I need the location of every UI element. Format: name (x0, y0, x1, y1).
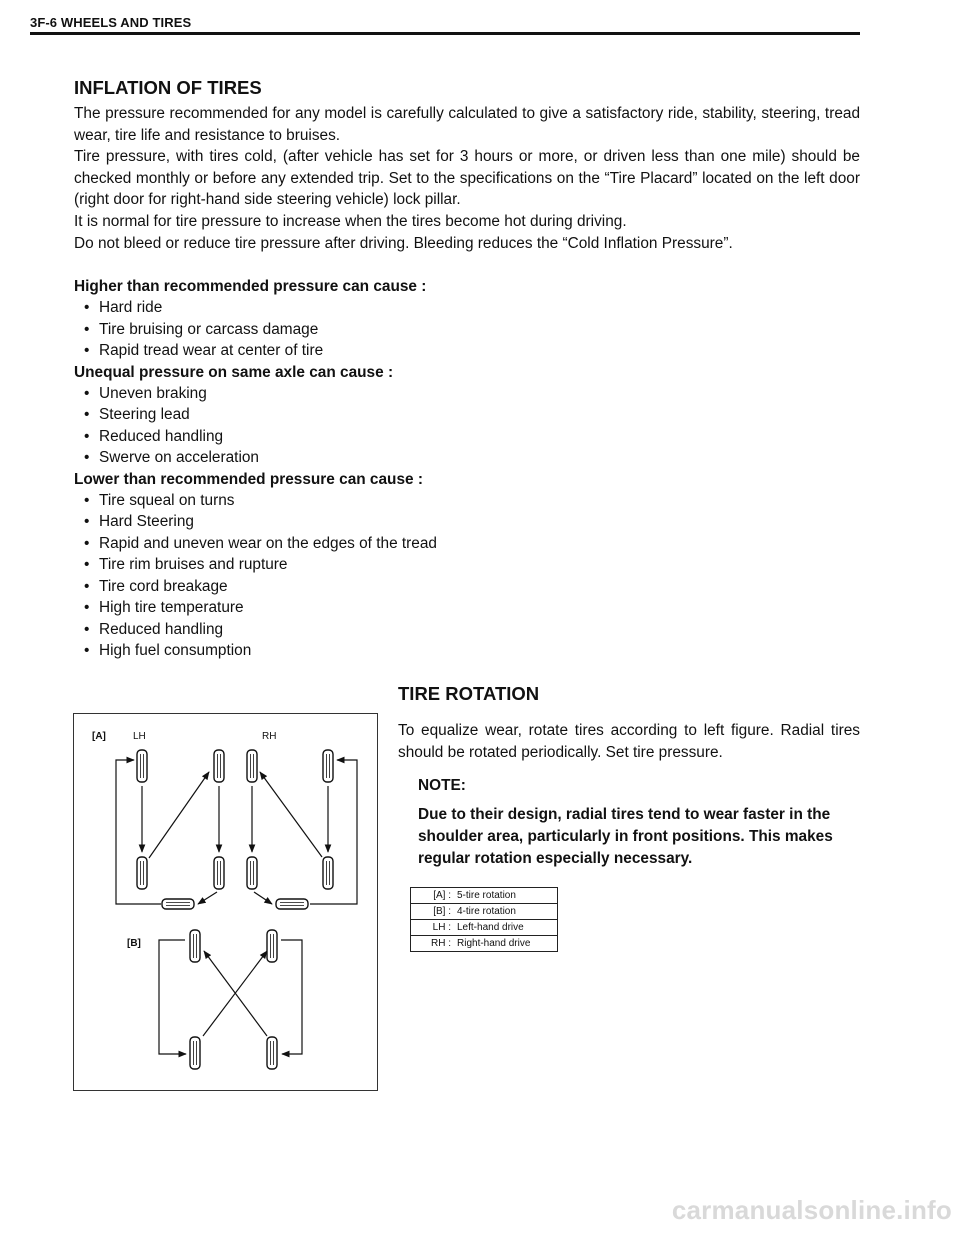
tire-rotation-title: TIRE ROTATION (398, 683, 540, 704)
rh-rotation-arrows (252, 760, 357, 904)
list-item: • High fuel consumption (74, 640, 860, 661)
intro-paragraph: The pressure recommended for any model is carefully calculated to give a satisfactory ride, stability, steering, tread wear, tire life and resistance to bruises. (74, 105, 860, 144)
figure-label-lh: LH (133, 731, 146, 742)
list-item: • High tire temperature (74, 597, 860, 618)
list-item: • Hard ride (74, 297, 860, 318)
tire-rotation-diagram (74, 714, 377, 1090)
list-item: • Tire squeal on turns (74, 490, 860, 511)
inflation-intro (74, 103, 860, 254)
legend-value: Left-hand drive (454, 920, 558, 936)
figure-legend (410, 887, 558, 952)
legend-row (411, 888, 558, 904)
legend-key: RH : (411, 936, 455, 952)
list-item: • Swerve on acceleration (74, 447, 860, 468)
higher-pressure-list (74, 297, 860, 361)
four-tire-rotation-arrows (159, 940, 302, 1054)
list-item: • Rapid and uneven wear on the edges of the tread (74, 533, 860, 554)
watermark: carmanualsonline.info (671, 1195, 952, 1225)
header-rule (30, 32, 860, 35)
intro-paragraph: Tire pressure, with tires cold, (after vehicle has set for 3 hours or more, or driven less than one mile) should be checked monthly or before any extended trip. Set to the specifications on the “Tire Placard” located on the left door (right door for right-hand side steering vehicle) lock pillar. (74, 148, 860, 209)
tire-icon (323, 857, 333, 889)
unequal-pressure-list (74, 383, 860, 469)
tire-icon (137, 750, 147, 782)
unequal-pressure-heading: Unequal pressure on same axle can cause : (74, 363, 394, 381)
page-header: 3F-6 WHEELS AND TIRES (30, 15, 192, 30)
list-item: • Reduced handling (74, 426, 860, 447)
legend-row (411, 920, 558, 936)
list-item: • Uneven braking (74, 383, 860, 404)
intro-paragraph: It is normal for tire pressure to increase when the tires become hot during driving. (74, 212, 627, 230)
legend-value: 4-tire rotation (454, 904, 558, 920)
higher-pressure-heading: Higher than recommended pressure can cause : (74, 278, 427, 295)
list-item: • Reduced handling (74, 619, 860, 640)
list-item: • Tire bruising or carcass damage (74, 319, 860, 340)
legend-value: 5-tire rotation (454, 888, 558, 904)
figure-label-rh: RH (262, 731, 277, 742)
figure-label-b: [B] (127, 938, 141, 949)
figure-label-a: [A] (92, 731, 106, 742)
tire-icon (267, 1037, 277, 1069)
spare-tire-icon (162, 899, 194, 909)
legend-row (411, 904, 558, 920)
lh-rotation-arrows (116, 760, 219, 904)
tire-icon (247, 857, 257, 889)
inflation-title: INFLATION OF TIRES (74, 77, 262, 98)
list-item: • Tire rim bruises and rupture (74, 554, 860, 575)
tire-icon (190, 930, 200, 962)
list-item: • Rapid tread wear at center of tire (74, 340, 860, 361)
note-text: Due to their design, radial tires tend to wear faster in the shoulder area, particularly in front positions. This makes regular rotation especially necessary. (418, 806, 833, 867)
tire-icon (190, 1037, 200, 1069)
legend-key: [B] : (411, 904, 455, 920)
legend-row (411, 936, 558, 952)
legend-value: Right-hand drive (454, 936, 558, 952)
list-item: • Hard Steering (74, 511, 860, 532)
tire-icon (137, 857, 147, 889)
legend-key: LH : (411, 920, 455, 936)
pressure-causes (74, 276, 860, 661)
tire-icon (323, 750, 333, 782)
tire-icon (267, 930, 277, 962)
lower-pressure-list (74, 490, 860, 661)
tire-icon (214, 857, 224, 889)
intro-paragraph: Do not bleed or reduce tire pressure after driving. Bleeding reduces the “Cold Inflation Pressure”. (74, 234, 733, 252)
legend-key: [A] : (411, 888, 455, 904)
list-item: • Tire cord breakage (74, 576, 860, 597)
list-item: • Steering lead (74, 404, 860, 425)
tire-icon (247, 750, 257, 782)
tire-icon (214, 750, 224, 782)
lower-pressure-heading: Lower than recommended pressure can cause : (74, 470, 423, 488)
note-label: NOTE: (418, 777, 466, 794)
spare-tire-icon (276, 899, 308, 909)
tire-rotation-text: To equalize wear, rotate tires according to left figure. Radial tires should be rotated periodically. Set tire pressure. (398, 722, 860, 761)
tire-rotation-figure (73, 713, 378, 1091)
